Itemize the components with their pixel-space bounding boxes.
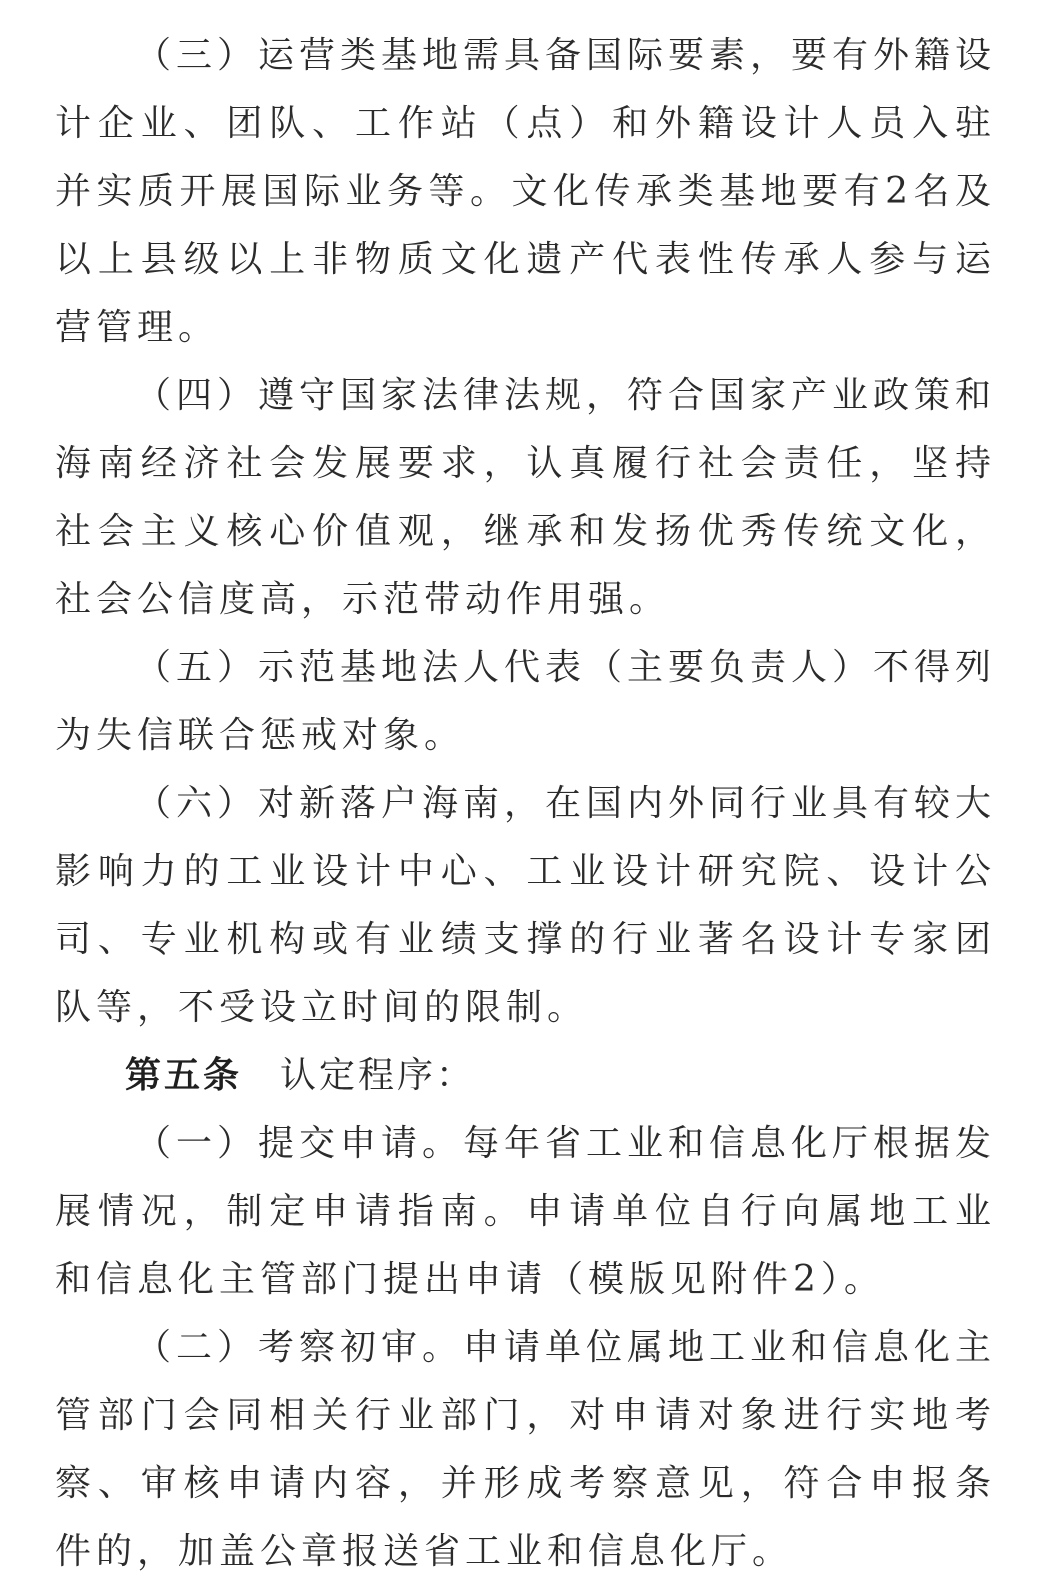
- procedure-item-1: （一）提交申请。每年省工业和信息化厅根据发展情况，制定申请指南。申请单位自行向属地工业和信息化主管部门提出申请（模版见附件2）。: [55, 1123, 997, 1300]
- article-heading: [55, 1042, 996, 1110]
- paragraph-item-6: （六）对新落户海南，在国内外同行业具有较大影响力的工业设计中心、工业设计研究院、设计公司、专业机构或有业绩支撑的行业著名设计专家团队等，不受设立时间的限制。: [55, 783, 997, 1028]
- procedure-item-2: （二）考察初审。申请单位属地工业和信息化主管部门会同相关行业部门，对申请对象进行实地考察、审核申请内容，并形成考察意见，符合申报条件的，加盖公章报送省工业和信息化厅。: [55, 1327, 997, 1572]
- article-number: 第五条: [125, 1055, 243, 1096]
- paragraph-item-5: （五）示范基地法人代表（主要负责人）不得列为失信联合惩戒对象。: [55, 647, 997, 756]
- article-title: 认定程序：: [280, 1055, 476, 1096]
- paragraph-item-3: （三）运营类基地需具备国际要素，要有外籍设计企业、团队、工作站（点）和外籍设计人员入驻并实质开展国际业务等。文化传承类基地要有2名及以上县级以上非物质文化遗产代表性传承人参与运营管理。: [55, 35, 997, 348]
- paragraph-item-4: （四）遵守国家法律法规，符合国家产业政策和海南经济社会发展要求，认真履行社会责任，坚持社会主义核心价值观，继承和发扬优秀传统文化，社会公信度高，示范带动作用强。: [55, 375, 997, 620]
